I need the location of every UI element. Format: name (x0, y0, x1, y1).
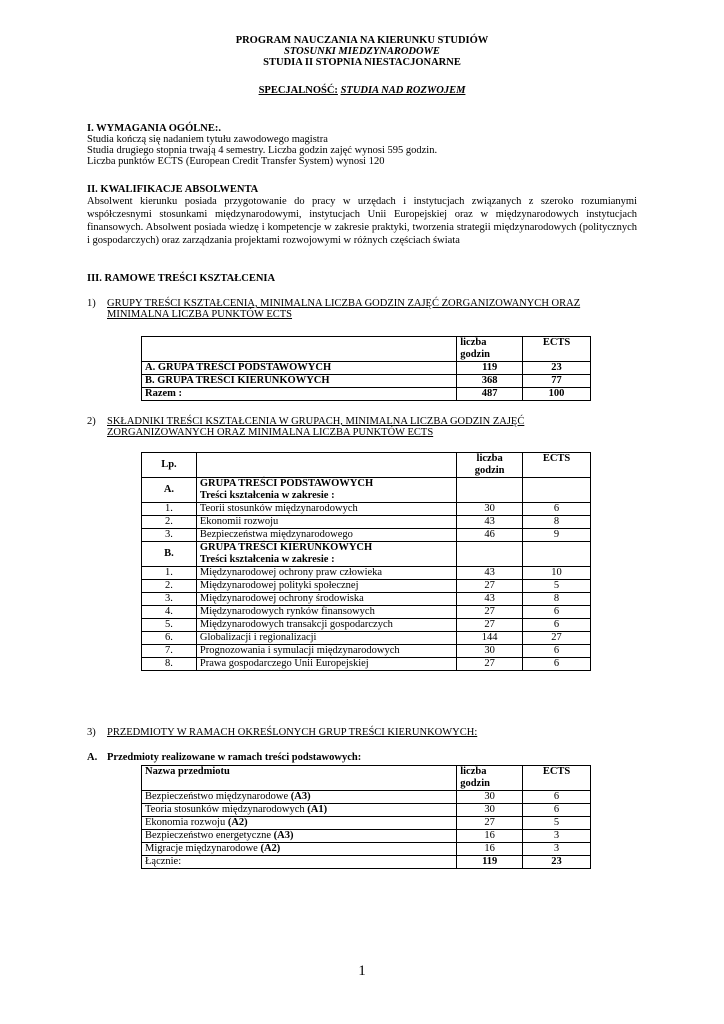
section-1-line: Studia drugiego stopnia trwają 4 semestry. Liczba godzin zajęć wynosi 595 godzin. (87, 145, 438, 156)
table-row: 6. Globalizacji i regionalizacji 144 27 (142, 632, 591, 645)
header-line-2: STOSUNKI MIEDZYNARODOWE (284, 46, 440, 57)
table-row: B. GRUPA TREŚCI KIERUNKOWYCH 368 77 (142, 375, 591, 388)
specialization-label: SPECJALNOŚĆ: (258, 85, 338, 96)
col-hours-header: liczba godzin (457, 453, 523, 478)
table-subjects (141, 765, 591, 869)
table-row: Razem : 487 100 (142, 388, 591, 401)
specialization-line (0, 85, 724, 96)
item-3-number: 3) (87, 727, 96, 738)
table-row: 3. Międzynarodowej ochrony środowiska 43 8 (142, 593, 591, 606)
section-3-title: III. RAMOWE TREŚCI KSZTAŁCENIA (87, 273, 276, 284)
table-row: A. GRUPA TREŚCI PODSTAWOWYCH 119 23 (142, 362, 591, 375)
header-line-3: STUDIA II STOPNIA NIESTACJONARNE (263, 57, 461, 68)
table-row: Bezpieczeństwo energetyczne (A3) 16 3 (142, 830, 591, 843)
item-2-number: 2) (87, 416, 96, 427)
page-number: 1 (358, 963, 366, 979)
col-ects-header: ECTS (523, 453, 591, 478)
table-row: 5. Międzynarodowych transakcji gospodarczych 27 6 (142, 619, 591, 632)
table-row: 7. Prognozowania i symulacji międzynarodowych 30 6 (142, 645, 591, 658)
table-row: Teoria stosunków międzynarodowych (A1) 30 6 (142, 804, 591, 817)
table-total-row: Łącznie: 119 23 (142, 856, 591, 869)
table-row: 3. Bezpieczeństwa międzynarodowego 46 9 (142, 529, 591, 542)
table-group-components (141, 452, 591, 671)
table-row: 1. Teorii stosunków międzynarodowych 30 6 (142, 503, 591, 516)
table-row: 2. Międzynarodowej polityki społecznej 27 5 (142, 580, 591, 593)
col-ects-header: ECTS (523, 766, 591, 791)
col-hours-header: liczba godzin (457, 766, 523, 791)
table-row: 2. Ekonomii rozwoju 43 8 (142, 516, 591, 529)
document-header (0, 35, 724, 68)
table-row: Ekonomia rozwoju (A2) 27 5 (142, 817, 591, 830)
table-row: Migracje międzynarodowe (A2) 16 3 (142, 843, 591, 856)
header-line-1: PROGRAM NAUCZANIA NA KIERUNKU STUDIÓW (235, 35, 489, 46)
col-name-header: Nazwa przedmiotu (142, 766, 457, 791)
section-1-line: Studia kończą się nadaniem tytułu zawodowego magistra (87, 134, 328, 145)
sub-a-number: A. (87, 752, 98, 763)
col-ects-header: ECTS (523, 337, 591, 362)
specialization-value: STUDIA NAD ROZWOJEM (340, 85, 466, 96)
section-graduate-qualifications (87, 184, 637, 247)
group-b-header-row: B. GRUPA TREŚCI KIERUNKOWYCH Treści kształcenia w zakresie : (142, 542, 591, 567)
table-row: 1. Międzynarodowej ochrony praw człowieka 43 10 (142, 567, 591, 580)
section-1-title: I. WYMAGANIA OGÓLNE:. (87, 123, 221, 134)
group-a-header-row: A. GRUPA TREŚCI PODSTAWOWYCH Treści kształcenia w zakresie : (142, 478, 591, 503)
section-2-text: Absolwent kierunku posiada przygotowanie do pracy w urzędach i instytucjach związanych z szeroko rozumianymi współczesnymi stosunkami międzynarodowymi, instytucjach Unii Europejskiej oraz w międzynarodowych instytucjach finansowych. Absolwent posiada wiedzę i kompetencje w zakresie praktyki, tworzenia strategii międzynarodowych (politycznych i gospodarczych) oraz zarządzania projektami rozwojowymi w różnych częściach świata (87, 196, 637, 246)
sub-a-title: Przedmioty realizowane w ramach treści podstawowych: (107, 752, 362, 763)
table-row: Bezpieczeństwo międzynarodowe (A3) 30 6 (142, 791, 591, 804)
table-row: 4. Międzynarodowych rynków finansowych 27 6 (142, 606, 591, 619)
item-1-heading: GRUPY TREŚCI KSZTAŁCENIA, MINIMALNA LICZBA GODZIN ZAJĘĆ ZORGANIZOWANYCH ORAZ MINIMALNA LICZBA PUNKTÓW ECTS (107, 298, 581, 320)
section-2-title: II. KWALIFIKACJE ABSOLWENTA (87, 184, 259, 195)
col-lp-header: Lp. (142, 453, 197, 478)
table-group-summary (141, 336, 591, 401)
section-1-line: Liczba punktów ECTS (European Credit Transfer System) wynosi 120 (87, 156, 385, 167)
item-1-number: 1) (87, 298, 96, 309)
item-3-heading: PRZEDMIOTY W RAMACH OKREŚLONYCH GRUP TREŚCI KIERUNKOWYCH: (107, 727, 478, 738)
table-row: 8. Prawa gospodarczego Unii Europejskiej 27 6 (142, 658, 591, 671)
section-general-requirements (87, 123, 637, 167)
item-2-heading: SKŁADNIKI TREŚCI KSZTAŁCENIA W GRUPACH, MINIMALNA LICZBA GODZIN ZAJĘĆ ZORGANIZOWANYCH ORAZ MINIMALNA LICZBA PUNKTÓW ECTS (107, 416, 525, 438)
col-hours-header: liczba godzin (457, 337, 523, 362)
